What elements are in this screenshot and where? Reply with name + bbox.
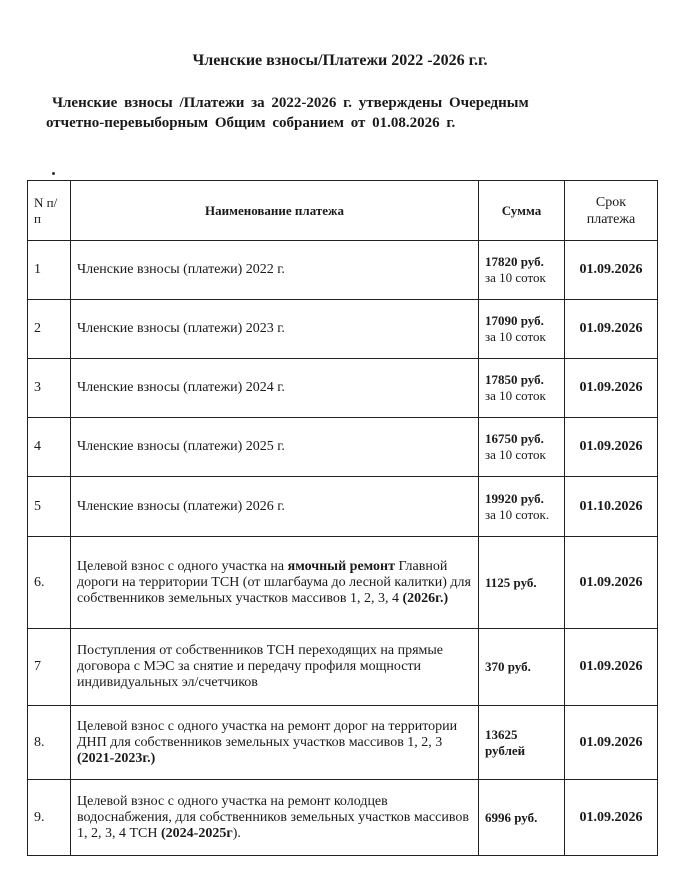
row-name-period: (2026г.)	[402, 590, 449, 606]
row-sum	[479, 418, 565, 477]
table-row	[28, 537, 658, 629]
row-name: Членские взносы (платежи) 2025 г.	[71, 418, 479, 477]
sum-main: 13625	[485, 726, 518, 742]
row-name-period: (2024-2025г	[161, 825, 233, 841]
row-sum	[479, 706, 565, 780]
row-name-emphasis: ямочный ремонт	[287, 558, 395, 574]
table-row	[28, 629, 658, 706]
header-name: Наименование платежа	[71, 181, 479, 241]
sum-sub: за 10 соток.	[485, 506, 550, 522]
table-row	[28, 706, 658, 780]
table-row	[28, 241, 658, 300]
sum-sub: за 10 соток	[485, 329, 546, 344]
row-date: 01.09.2026	[565, 418, 658, 477]
table-header-row	[28, 181, 658, 241]
table-row	[28, 300, 658, 359]
row-sum	[479, 300, 565, 359]
row-sum	[479, 537, 565, 629]
row-name-part: Целевой взнос с одного участка на ремонт дорог на территории ДНП для собственников земельных участков массивов 1, 2, 3	[77, 718, 458, 750]
row-sum	[479, 359, 565, 418]
row-sum	[479, 780, 565, 856]
row-date: 01.09.2026	[565, 359, 658, 418]
approval-line-1: Членские взносы /Платежи за 2022-2026 г. утверждены Очередным	[52, 95, 529, 111]
row-num: 8.	[28, 706, 71, 780]
row-num: 6.	[28, 537, 71, 629]
row-name-part: Главной дороги на территории ТСН (от шлагбаума до лесной калитки) для собственников земельных участков массивов 1, 2, 3, 4	[77, 558, 471, 606]
row-sum	[479, 241, 565, 300]
row-sum	[479, 629, 565, 706]
table-row	[28, 477, 658, 537]
row-name	[71, 780, 479, 856]
row-sum	[479, 477, 565, 537]
row-name-part: Целевой взнос с одного участка на	[77, 558, 288, 574]
table-row	[28, 418, 658, 477]
sum-sub: рублей	[485, 742, 526, 758]
sum-main: 16750 руб.	[485, 431, 544, 446]
page-title: Членские взносы/Платежи 2022 -2026 г.г.	[192, 52, 488, 69]
header-date-line-1: Срок	[595, 194, 627, 210]
row-num: 5	[28, 477, 71, 537]
row-date: 01.09.2026	[565, 780, 658, 856]
row-date: 01.09.2026	[565, 537, 658, 629]
row-name	[71, 537, 479, 629]
header-num: N п/п	[28, 181, 71, 241]
row-name-part: Целевой взнос с одного участка на ремонт колодцев водоснабжения, для собственников земельных участков массивов 1, 2, 3, 4 ТСН	[77, 793, 469, 841]
sum-main: 17090 руб.	[485, 313, 544, 328]
row-name	[71, 706, 479, 780]
row-date: 01.09.2026	[565, 300, 658, 359]
row-date: 01.10.2026	[565, 477, 658, 537]
payments-table	[27, 180, 658, 856]
header-sum: Сумма	[479, 181, 565, 241]
scan-speck	[52, 172, 55, 175]
row-name: Членские взносы (платежи) 2022 г.	[71, 241, 479, 300]
header-date-line-2: платежа	[586, 211, 636, 227]
sum-sub: за 10 соток	[485, 447, 546, 462]
row-num: 9.	[28, 780, 71, 856]
sum-sub: за 10 соток	[485, 388, 546, 403]
row-name-period: (2021-2023г.)	[77, 750, 156, 766]
row-date: 01.09.2026	[565, 241, 658, 300]
sum-main: 370 руб.	[485, 659, 531, 674]
row-date: 01.09.2026	[565, 706, 658, 780]
row-name: Поступления от собственников ТСН переходящих на прямые договора с МЭС за снятие и передачу профиля мощности индивидуальных эл/счетчиков	[71, 629, 479, 706]
sum-sub: за 10 соток	[485, 270, 546, 285]
row-name: Членские взносы (платежи) 2023 г.	[71, 300, 479, 359]
sum-main: 19920 руб.	[485, 490, 544, 506]
table-row	[28, 780, 658, 856]
approval-statement	[46, 93, 652, 133]
row-name: Членские взносы (платежи) 2026 г.	[71, 477, 479, 537]
row-num: 1	[28, 241, 71, 300]
approval-line-2: отчетно-перевыборным Общим собранием от 01.08.2026 г.	[46, 115, 456, 131]
row-num: 3	[28, 359, 71, 418]
sum-main: 17850 руб.	[485, 372, 544, 387]
sum-main: 1125 руб.	[485, 574, 537, 590]
row-num: 2	[28, 300, 71, 359]
table-row	[28, 359, 658, 418]
row-name: Членские взносы (платежи) 2024 г.	[71, 359, 479, 418]
row-name-part: ).	[232, 825, 241, 841]
header-date	[565, 181, 658, 241]
row-date: 01.09.2026	[565, 629, 658, 706]
sum-main: 17820 руб.	[485, 254, 544, 269]
row-num: 7	[28, 629, 71, 706]
row-num: 4	[28, 418, 71, 477]
sum-main: 6996 руб.	[485, 809, 538, 825]
